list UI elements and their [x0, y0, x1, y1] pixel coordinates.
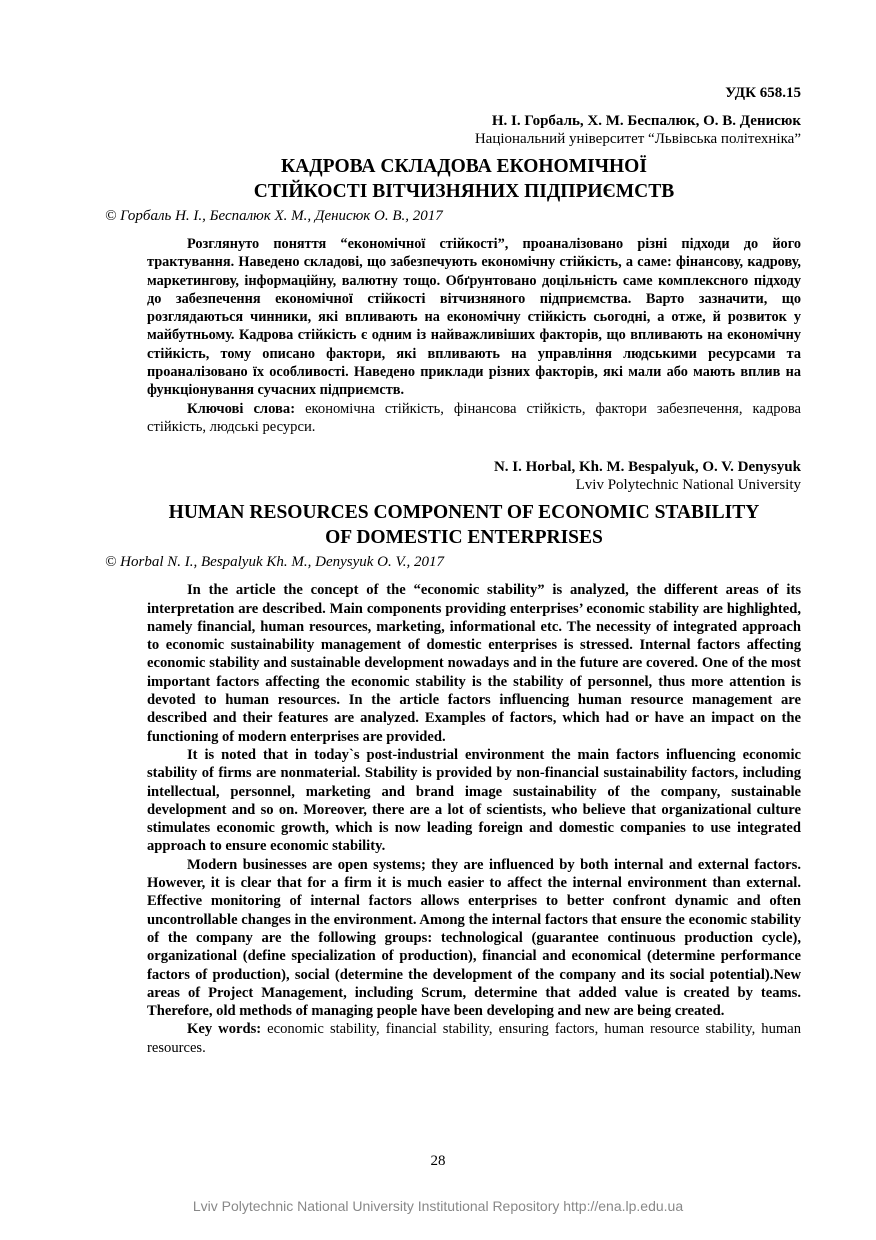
title-ua-line2: СТІЙКОСТІ ВІТЧИЗНЯНИХ ПІДПРИЄМСТВ — [253, 181, 675, 202]
udc-code: УДК 658.15 — [725, 85, 801, 101]
article-page — [105, 84, 802, 1057]
abstract-ua — [147, 235, 801, 436]
title-en — [107, 500, 821, 550]
title-en-line2: OF DOMESTIC ENTERPRISES — [325, 527, 603, 549]
keywords-en — [147, 1020, 801, 1057]
title-ua-line1: КАДРОВА СКЛАДОВА ЕКОНОМІЧНОЇ — [281, 156, 647, 177]
keywords-en-text: economic stability, financial stability, ensuring factors, human resource stability, human resources. — [147, 1021, 801, 1056]
abstract-en — [147, 581, 801, 1057]
keywords-en-label: Key words: — [187, 1021, 262, 1038]
affiliation-en: Lviv Polytechnic National University — [575, 477, 801, 494]
abstract-en-paragraph: In the article the concept of the “economic stability” is analyzed, the different areas of its interpretation are described. Main components providing enterprises’ economic stability are highlighted, namely financial, human resources, marketing, informational etc. The necessity of integrated approach to economic sustainability management of domestic enterprises is stressed. Internal factors affecting economic stability and sustainable development nowadays and in the future are covered. One of the most important factors affecting the economic stability is the stability of personnel, thus more attention is devoted to human resources. In the article factors influencing human resource management are described and their features are analyzed. Examples of factors, which had or have an impact on the functioning of modern enterprises are provided. — [147, 582, 801, 745]
keywords-ua-text: економічна стійкість, фінансова стійкість, фактори забезпечення, кадрова стійкість, людські ресурси. — [147, 400, 802, 435]
repository-footer: Lviv Polytechnic National University Institutional Repository http://ena.lp.edu.ua — [192, 1198, 684, 1214]
copyright-ua: © Горбаль Н. І., Беспалюк Х. М., Денисюк О. В., 2017 — [105, 208, 443, 224]
page-number: 28 — [430, 1153, 446, 1169]
authors-en: N. I. Horbal, Kh. M. Bespalyuk, O. V. Denysyuk — [493, 459, 801, 476]
abstract-en-paragraph: It is noted that in today`s post-industrial environment the main factors influencing economic stability of firms are nonmaterial. Stability is provided by non-financial sustainability factors, including intellectual, personnel, marketing and brand image sustainability of the company, sustainable development and so on. Moreover, there are a lot of scientists, who believe that organizational culture stimulates economic growth, which is now leading foreign and domestic companies to use integrated approach to ensure economic stability. — [147, 746, 801, 855]
keywords-ua-label: Ключові слова: — [187, 400, 296, 417]
affiliation-ua: Національний університет “Львівська політехніка” — [474, 131, 801, 147]
abstract-en-paragraph: Modern businesses are open systems; they are influenced by both internal and external factors. However, it is clear that for a firm it is much easier to affect the internal environment than external. Effective monitoring of internal factors allows enterprises to better confront dynamic and often uncontrollable changes in the environment. Among the internal factors that ensure the economic stability of the company are the following groups: technological (guarantee continuous production cycle), organizational (define specialization of production), financial and economical (determine performance factors of production), social (determine the development of the company and its social potential).New areas of Project Management, including Scrum, determine that added value is created by teams. Therefore, old methods of managing people have been developing and new are being created. — [147, 856, 801, 1020]
title-ua — [107, 154, 821, 204]
copyright-en: © Horbal N. I., Bespalyuk Kh. M., Denysyuk O. V., 2017 — [105, 554, 444, 571]
keywords-ua — [147, 400, 801, 437]
abstract-ua-text: Розглянуто поняття “економічної стійкості”, проаналізовано різні підходи до його трактування. Наведено складові, що забезпечують економічну стійкість, а саме: фінансову, кадрову, маркетингову, інформаційну, валютну тощо. Обґрунтовано доцільність саме комплексного підходу до забезпечення економічної стійкості вітчизняного підприємства. Варто зазначити, що розглядаються чинники, які впливають на економічну стійкість сьогодні, а отже, й розвиток у майбутньому. Кадрова стійкість є одним із найважливіших факторів, що впливають на економічну стійкість, тому описано фактори, які впливають на управління людськими ресурсами та проаналізовано їх особливості. Наведено приклади різних факторів, які мали або мають вплив на функціонування сучасних підприємств. — [147, 236, 801, 399]
title-en-line1: HUMAN RESOURCES COMPONENT OF ECONOMIC STABILITY — [168, 502, 760, 524]
authors-ua: Н. І. Горбаль, Х. М. Беспалюк, О. В. Денисюк — [491, 113, 801, 129]
